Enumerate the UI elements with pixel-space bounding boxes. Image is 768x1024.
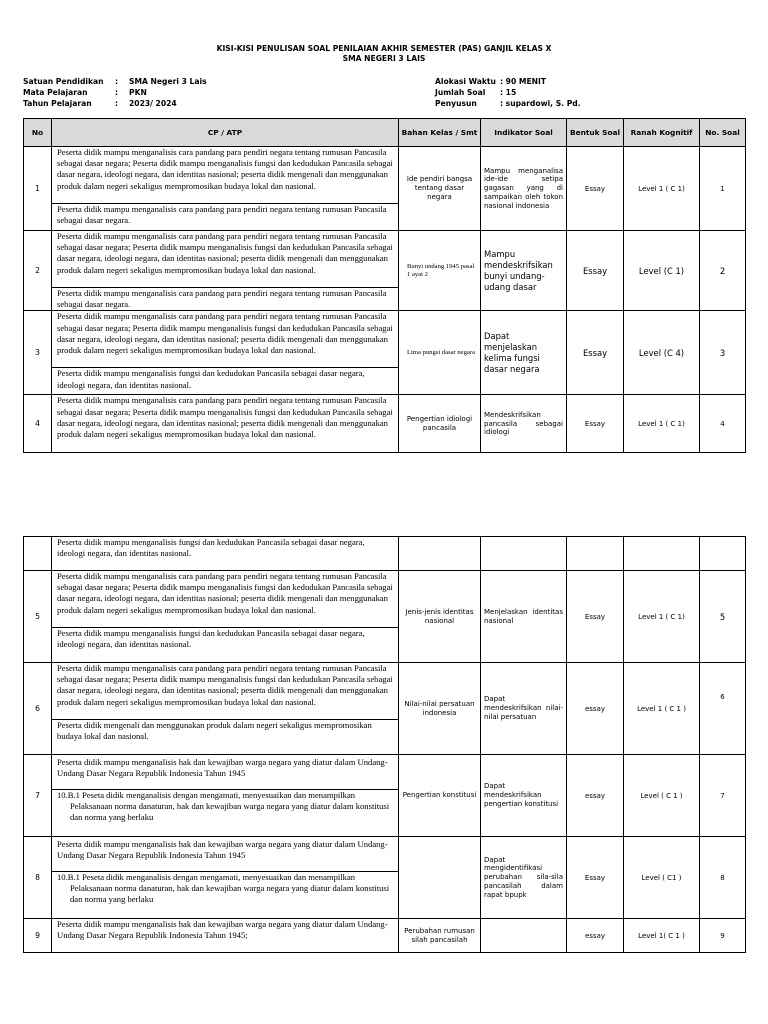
- ranah-cell: Level 1( C 1 ): [624, 919, 700, 953]
- row-no: 1: [24, 147, 52, 231]
- cp-cell: [52, 837, 399, 919]
- header-nosoal: No. Soal: [700, 119, 746, 147]
- ranah-cell: Level ( C1 ): [624, 837, 700, 919]
- table-row: [24, 837, 746, 919]
- nosoal-cell: 9: [700, 919, 746, 953]
- satuan-value: SMA Negeri 3 Lais: [129, 77, 207, 86]
- tahun-value: 2023/ 2024: [129, 99, 177, 108]
- cp-cell: [52, 663, 399, 755]
- cp-text: Peserta didik mampu menganalisis cara pandang para pendiri negara tentang rumusan Pancasila sebagai dasar negara; Peserta didik mampu menganalisis fungsi dan kedudukan Pancasila sebagai dasar negara, ideologi negara, dan identitas nasional; peserta didik mengenali dan menggunakan produk dalam negeri sekaligus mempromosikan budaya lokal dan nasional.: [57, 231, 393, 275]
- bentuk-cell: Essay: [567, 147, 624, 231]
- bahan-cell: Nilai-nilai persatuan indonesia: [399, 663, 481, 755]
- bentuk-cell: Essay: [567, 311, 624, 395]
- ranah-cell: Level 1 ( C 1): [624, 147, 700, 231]
- row-no: 5: [24, 571, 52, 663]
- indikator-cell: [481, 919, 567, 953]
- table-row: [24, 663, 746, 755]
- colon: :: [115, 77, 119, 86]
- cp-text: Peserta didik mampu menganalisis cara pandang para pendiri negara tentang rumusan Pancasila sebagai dasar negara; Peserta didik mampu menganalisis fungsi dan kedudukan Pancasila sebagai dasar negara, ideologi negara, dan identitas nasional; peserta didik mengenali dan menggunakan produk dalam negeri sekaligus mempromosikan budaya lokal dan nasional.: [57, 571, 393, 615]
- tahun-label: Tahun Pelajaran: [23, 99, 92, 108]
- row-no: 8: [24, 837, 52, 919]
- bentuk-cell: Essay: [567, 571, 624, 663]
- title-line-2: SMA NEGERI 3 LAIS: [342, 54, 426, 63]
- meta-left: [23, 76, 207, 109]
- bahan-cell: Ide pendiri bangsa tentang dasar negara: [399, 147, 481, 231]
- cp-text: Peserta didik mampu menganalisis fungsi dan kedudukan Pancasila sebagai dasar negara, ideologi negara, dan identitas nasional.: [52, 627, 398, 650]
- header-no: No: [24, 119, 52, 147]
- nosoal-cell: 1: [700, 147, 746, 231]
- document-title: [0, 44, 768, 64]
- nosoal-cell: 8: [700, 837, 746, 919]
- ranah-cell: Level 1 ( C 1): [624, 395, 700, 453]
- header-cp: CP / ATP: [52, 119, 399, 147]
- row-no: 2: [24, 231, 52, 311]
- jumlah-value: : 15: [500, 88, 517, 97]
- bentuk-cell: Essay: [567, 231, 624, 311]
- cp-cell: [52, 231, 399, 311]
- cp-cell: [52, 919, 399, 953]
- row-no: 4: [24, 395, 52, 453]
- cp-text: Peserta didik mampu menganalisis fungsi dan kedudukan Pancasila sebagai dasar negara, ideologi negara, dan identitas nasional.: [57, 537, 365, 559]
- nosoal-cell: 7: [700, 755, 746, 837]
- table-header-row: [24, 119, 746, 147]
- cp-text: Peserta didik mengenali dan menggunakan produk dalam negeri sekaligus mempromosikan budaya lokal dan nasional.: [52, 719, 398, 742]
- cp-text: Peserta didik mampu menganalisis cara pandang para pendiri negara tentang rumusan Pancasila sebagai dasar negara; Peserta didik mampu menganalisis fungsi dan kedudukan Pancasila sebagai dasar negara, ideologi negara, dan identitas nasional; peserta didik mengenali dan menggunakan produk dalam negeri sekaligus mempromosikan budaya lokal dan nasional.: [57, 147, 393, 191]
- penyusun-label: Penyusun: [435, 99, 477, 108]
- header-bahan: Bahan Kelas / Smt: [399, 119, 481, 147]
- cp-text: Peserta didik mampu menganalisis hak dan kewajiban warga negara yang diatur dalam Undang- Undang Dasar Negara Republik Indonesia Tahun 1945;: [57, 919, 388, 941]
- bentuk-cell: Essay: [567, 395, 624, 453]
- cp-text: Peserta didik mampu menganalisis fungsi dan kedudukan Pancasila sebagai dasar negara, ideologi negara, dan identitas nasional.: [52, 367, 398, 390]
- cp-text: Peserta didik mampu menganalisis cara pandang para pendiri negara tentang rumusan Pancasila sebagai dasar negara.: [52, 203, 398, 226]
- meta-right: [435, 76, 581, 109]
- indikator-cell: Dapat menjelaskan kelima fungsi dasar negara: [481, 311, 567, 395]
- table-row: [24, 147, 746, 231]
- row-no: 7: [24, 755, 52, 837]
- satuan-label: Satuan Pendidikan: [23, 77, 104, 86]
- bentuk-cell: [567, 537, 624, 571]
- bentuk-cell: Essay: [567, 837, 624, 919]
- table-row: [24, 231, 746, 311]
- cp-cell: [52, 537, 399, 571]
- row-no: [24, 537, 52, 571]
- cp-text: 10.B.1 Peseta didik menganalisis dengan mengamati, menyesuaikan dan menampilkan Pelaksanaan norma danaturan, hak dan kewajiban warga negara yang diatur dalam konstitusi dan norma yang berlaku: [52, 789, 398, 824]
- cp-text: Peserta didik mampu menganalisis cara pandang para pendiri negara tentang rumusan Pancasila sebagai dasar negara; Peserta didik mampu menganalisis fungsi dan kedudukan Pancasila sebagai dasar negara, ideologi negara, dan identitas nasional; peserta didik mengenali dan menggunakan produk dalam negeri sekaligus mempromosikan budaya lokal dan nasional.: [57, 311, 393, 356]
- bahan-cell: [399, 537, 481, 571]
- colon: :: [115, 88, 119, 97]
- cp-cell: [52, 755, 399, 837]
- table-row: [24, 571, 746, 663]
- bentuk-cell: essay: [567, 919, 624, 953]
- ranah-cell: Level 1 ( C 1): [624, 571, 700, 663]
- kisi-kisi-table-2: [23, 536, 746, 953]
- indikator-cell: Menjelaskan identitas nasional: [481, 571, 567, 663]
- cp-text: Peserta didik mampu menganalisis cara pandang para pendiri negara tentang rumusan Pancasila sebagai dasar negara; Peserta didik mampu menganalisis fungsi dan kedudukan Pancasila sebagai dasar negara, ideologi negara, dan identitas nasional; peserta didik mengenali dan menggunakan produk dalam negeri sekaligus mempromosikan budaya lokal dan nasional.: [57, 663, 393, 707]
- nosoal-cell: 2: [700, 231, 746, 311]
- indikator-cell: Mampu menganalisa ide-ide setipa gagasan yang di sampaikan oleh tokon nasional indonesia: [481, 147, 567, 231]
- bahan-cell: Lima pungsi dasar negara: [399, 311, 481, 395]
- cp-text: Peserta didik mampu menganalisis hak dan kewajiban warga negara yang diatur dalam Undang- Undang Dasar Negara Republik Indonesia Tahun 1945: [57, 757, 388, 779]
- alokasi-label: Alokasi Waktu: [435, 77, 496, 86]
- penyusun-value: : supardowi, S. Pd.: [500, 99, 581, 108]
- nosoal-cell: [700, 537, 746, 571]
- row-no: 6: [24, 663, 52, 755]
- mapel-label: Mata Pelajaran: [23, 88, 88, 97]
- bentuk-cell: essay: [567, 663, 624, 755]
- indikator-cell: Dapat mendeskrifsikan nilai-nilai persatuan: [481, 663, 567, 755]
- row-no: 3: [24, 311, 52, 395]
- bahan-cell: Jenis-jenis identitas nasional: [399, 571, 481, 663]
- indikator-cell: Dapat mendeskrifsikan pengertian konstitusi: [481, 755, 567, 837]
- indikator-cell: Mendeskrifsikan pancasila sebagai idiologi: [481, 395, 567, 453]
- alokasi-value: : 90 MENIT: [500, 77, 546, 86]
- ranah-cell: Level (C 1): [624, 231, 700, 311]
- cp-cell: [52, 395, 399, 453]
- cp-text: Peserta didik mampu menganalisis cara pandang para pendiri negara tentang rumusan Pancasila sebagai dasar negara.: [52, 287, 398, 310]
- nosoal-cell: 5: [700, 571, 746, 663]
- bahan-cell: Bunyi undang 1945 pasal 1 ayat 2: [399, 231, 481, 311]
- header-bentuk: Bentuk Soal: [567, 119, 624, 147]
- nosoal-cell: 6: [700, 663, 746, 755]
- colon: :: [115, 99, 119, 108]
- table-row: [24, 537, 746, 571]
- cp-cell: [52, 147, 399, 231]
- table-row: [24, 395, 746, 453]
- header-indikator: Indikator Soal: [481, 119, 567, 147]
- cp-text: Peserta didik mampu menganalisis hak dan kewajiban warga negara yang diatur dalam Undang- Undang Dasar Negara Republik Indonesia Tahun 1945: [57, 839, 388, 861]
- bahan-cell: Perubahan rumusan silah pancasilah: [399, 919, 481, 953]
- indikator-cell: Mampu mendeskrifsikan bunyi undang-udang dasar: [481, 231, 567, 311]
- kisi-kisi-table-1: [23, 118, 746, 453]
- ranah-cell: Level ( C 1 ): [624, 755, 700, 837]
- title-line-1: KISI-KISI PENULISAN SOAL PENILAIAN AKHIR SEMESTER (PAS) GANJIL KELAS X: [216, 44, 552, 53]
- ranah-cell: Level 1 ( C 1 ): [624, 663, 700, 755]
- ranah-cell: Level (C 4): [624, 311, 700, 395]
- cp-cell: [52, 311, 399, 395]
- bahan-cell: Pengertian idiologi pancasila: [399, 395, 481, 453]
- header-ranah: Ranah Kognitif: [624, 119, 700, 147]
- indikator-cell: [481, 537, 567, 571]
- table-row: [24, 311, 746, 395]
- bahan-cell: [399, 837, 481, 919]
- bentuk-cell: essay: [567, 755, 624, 837]
- nosoal-cell: 4: [700, 395, 746, 453]
- nosoal-cell: 3: [700, 311, 746, 395]
- ranah-cell: [624, 537, 700, 571]
- cp-text: 10.B.1 Peseta didik menganalisis dengan mengamati, menyesuaikan dan menampilkan Pelaksanaan norma danaturan, hak dan kewajiban warga negara yang diatur dalam konstitusi dan norma yang berlaku: [52, 871, 398, 906]
- table-row: [24, 755, 746, 837]
- mapel-value: PKN: [129, 88, 147, 97]
- cp-cell: [52, 571, 399, 663]
- cp-text: Peserta didik mampu menganalisis cara pandang para pendiri negara tentang rumusan Pancasila sebagai dasar negara; Peserta didik mampu menganalisis fungsi dan kedudukan Pancasila sebagai dasar negara, ideologi negara, dan identitas nasional; peserta didik mengenali dan menggunakan produk dalam negeri sekaligus mempromosikan budaya lokal dan nasional.: [57, 395, 393, 440]
- bahan-cell: Pengertian konstitusi: [399, 755, 481, 837]
- jumlah-label: Jumlah Soal: [435, 88, 486, 97]
- indikator-cell: Dapat mengidentifikasi perubahan sila-sila pancasilah dalam rapat bpupk: [481, 837, 567, 919]
- row-no: 9: [24, 919, 52, 953]
- table-row: [24, 919, 746, 953]
